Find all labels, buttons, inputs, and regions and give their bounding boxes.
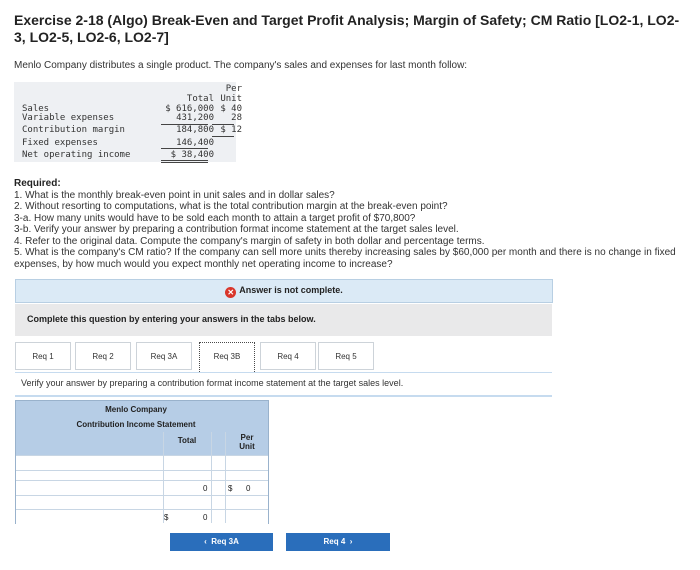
required-item: 4. Refer to the original data. Compute the company's margin of safety in both dollar and percentage terms. [14,235,485,247]
required-item: 1. What is the monthly break-even point in unit sales and in dollar sales? [14,189,335,201]
verify-instruction: Verify your answer by preparing a contribution format income statement at the target sales level. [21,378,404,388]
table-row [16,480,268,495]
chevron-left-icon: ‹ [204,537,207,546]
required-item: 3-a. How many units would have to be sold each month to attain a target profit of $70,800? [14,212,416,224]
next-button[interactable]: Req 4 › [286,533,390,551]
required-section [14,178,694,270]
underline [161,124,208,125]
required-item: 3-b. Verify your answer by preparing a contribution format income statement at the target sales level. [14,224,459,235]
column-divider [211,432,212,523]
tab-req-4[interactable]: Req 4 [260,342,316,370]
statement-title: Contribution Income Statement [76,420,196,429]
answer-status-banner [15,279,553,303]
answer-status-text: Answer is not complete. [239,285,343,295]
double-underline [161,162,208,163]
underline [212,136,234,137]
tab-bar [15,342,378,372]
tab-req-2[interactable]: Req 2 [75,342,131,370]
instructions-text: Complete this question by entering your answers in the tabs below. [27,314,316,324]
column-unit: Unit [239,442,255,451]
fin-row-cm: Contribution margin 184,800 $ 12 [22,125,242,135]
header-total: Total [186,94,214,104]
total-value[interactable]: 0 [203,513,208,522]
tab-req-3a[interactable]: Req 3A [136,342,192,370]
required-heading: Required: [14,178,61,189]
verify-instruction-bar [15,372,552,397]
financials-table [14,82,242,162]
column-per: Per [240,433,254,442]
underline [212,124,234,125]
header-unit: Unit [220,94,242,104]
dollar-sign: $ [228,484,233,493]
tab-req-1[interactable]: Req 1 [15,342,71,370]
fin-row-sales: Sales $ 616,000 $ 40 [22,104,242,114]
dollar-sign: $ [164,513,169,522]
table-row [16,495,268,510]
x-circle-icon: ✕ [225,287,236,298]
double-underline [161,160,208,161]
column-divider [163,432,164,523]
unit-value[interactable]: 0 [246,484,251,493]
prev-button[interactable]: ‹ Req 3A [170,533,273,551]
chevron-right-icon: › [349,537,353,546]
income-statement-table [15,400,269,524]
fin-row-fixed: Fixed expenses 146,400 [22,138,214,148]
statement-header [16,401,268,432]
tab-req-5[interactable]: Req 5 [318,342,374,370]
intro-text: Menlo Company distributes a single product. The company's sales and expenses for last month follow: [14,60,468,71]
header-per: Per [225,84,242,94]
instructions-bar [15,304,552,336]
table-row [16,509,268,524]
total-value[interactable]: 0 [203,484,208,493]
column-divider [225,432,226,523]
statement-column-header [16,432,268,455]
underline [161,148,208,149]
fin-row-variable: Variable expenses 431,200 28 [22,113,242,123]
page-title: Exercise 2-18 (Algo) Break-Even and Target Profit Analysis; Margin of Safety; CM Ratio [LO2-1, LO2-3, LO2-5, LO2-6, LO2-7] [14,12,680,45]
fin-row-noi: Net operating income $ 38,400 [22,150,214,160]
column-total: Total [177,436,197,445]
table-row [16,455,268,470]
tab-req-3b[interactable]: Req 3B [199,342,255,372]
required-item: 2. Without resorting to computations, what is the total contribution margin at the break-even point? [14,201,448,212]
company-name: Menlo Company [105,405,167,414]
required-item: 5. What is the company's CM ratio? If the company can sell more units thereby increasing sales by $60,000 per month and there is no change in fixed expenses, by how much would you expect monthly net operating income to increase? [14,247,676,270]
